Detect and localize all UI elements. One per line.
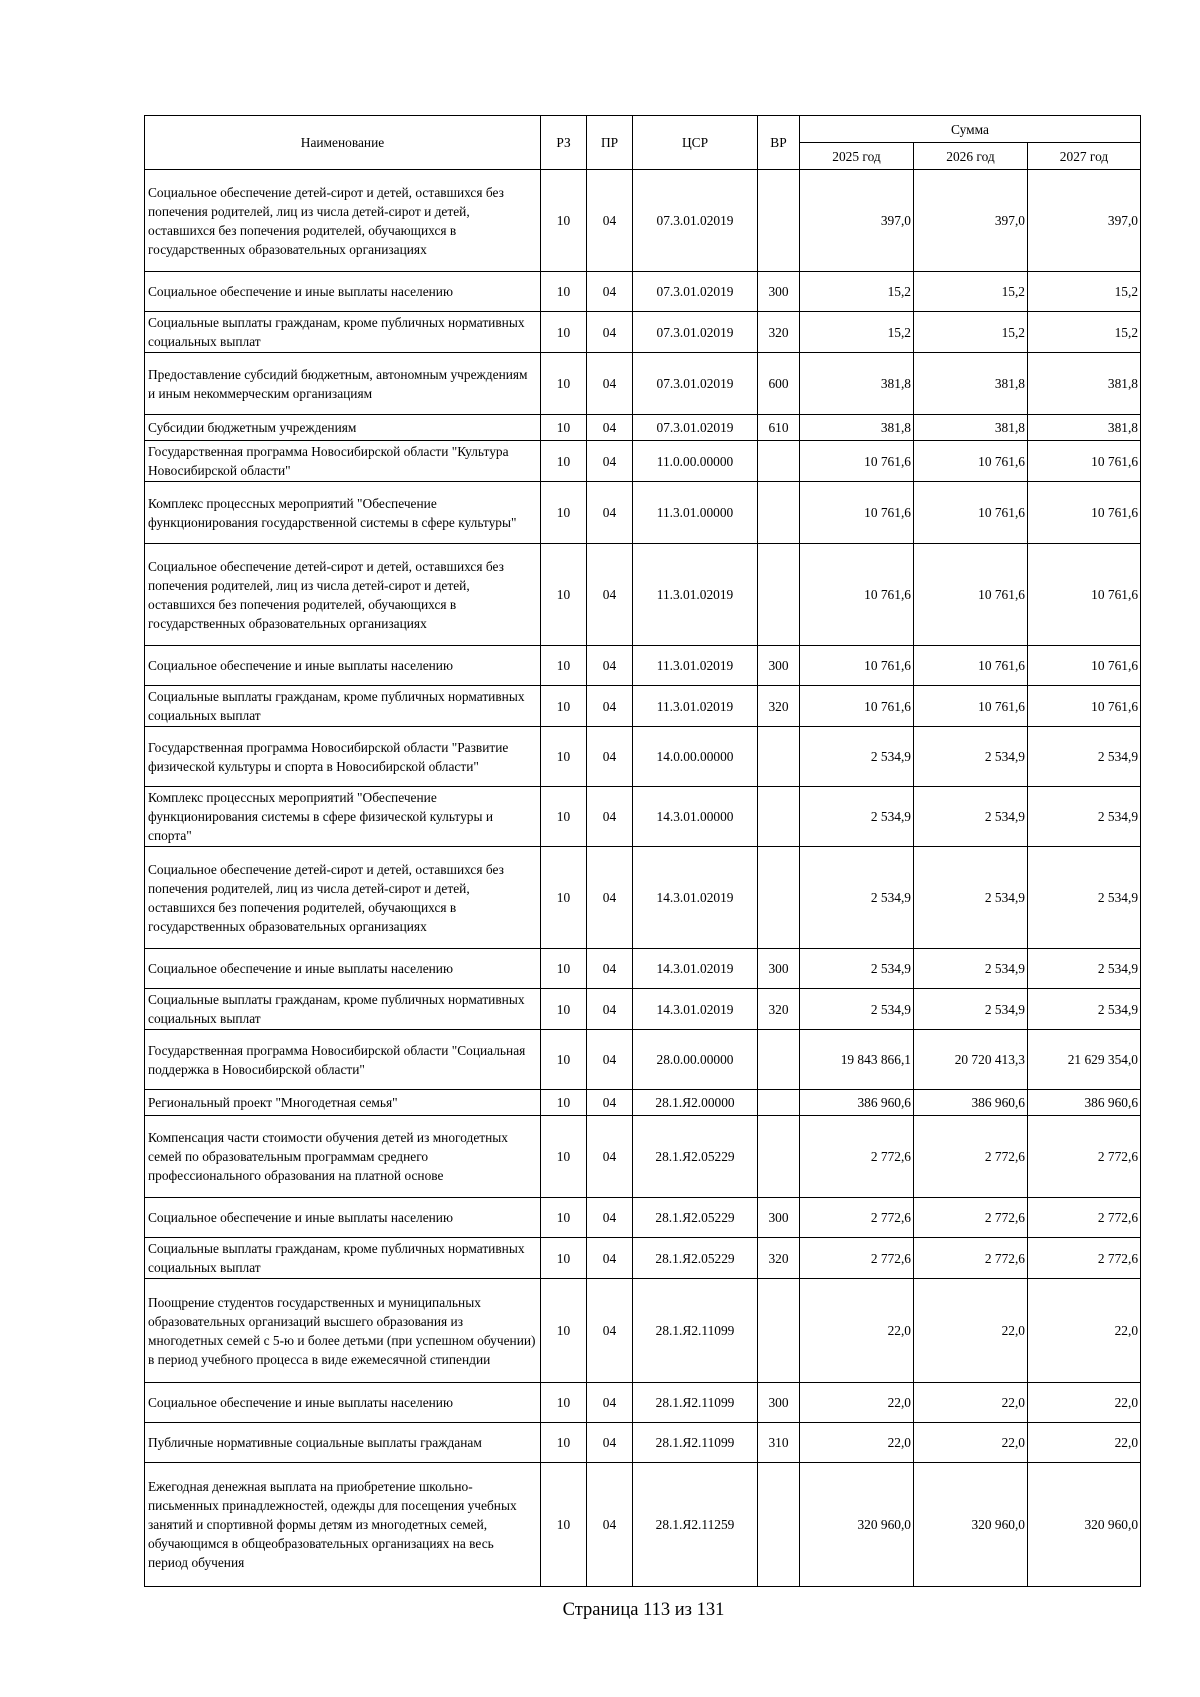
table-row (145, 482, 1141, 544)
cell-sum-2025: 2 534,9 (800, 989, 914, 1030)
cell-sum-2027: 2 772,6 (1028, 1116, 1141, 1198)
table-row (145, 441, 1141, 482)
cell-sum-2027: 15,2 (1028, 312, 1141, 353)
cell-sum-2027: 2 772,6 (1028, 1198, 1141, 1238)
cell-vr: 320 (758, 312, 800, 353)
cell-csr: 11.0.00.00000 (633, 441, 758, 482)
cell-csr: 28.1.Я2.00000 (633, 1090, 758, 1116)
cell-name: Социальное обеспечение детей-сирот и детей, оставшихся без попечения родителей, лиц из числа детей-сирот и детей, оставшихся без попечения родителей, обучающихся в государственных образовательных организациях (145, 847, 541, 949)
cell-pr: 04 (587, 727, 633, 787)
cell-sum-2025: 10 761,6 (800, 646, 914, 686)
cell-csr: 07.3.01.02019 (633, 170, 758, 272)
cell-sum-2027: 2 534,9 (1028, 847, 1141, 949)
cell-pr: 04 (587, 1116, 633, 1198)
cell-rz: 10 (541, 353, 587, 415)
cell-sum-2025: 2 534,9 (800, 847, 914, 949)
cell-pr: 04 (587, 1090, 633, 1116)
cell-sum-2027: 2 772,6 (1028, 1238, 1141, 1279)
cell-vr: 300 (758, 1198, 800, 1238)
cell-rz: 10 (541, 1463, 587, 1587)
cell-sum-2026: 22,0 (914, 1383, 1028, 1423)
cell-csr: 11.3.01.02019 (633, 686, 758, 727)
cell-sum-2026: 10 761,6 (914, 441, 1028, 482)
cell-pr: 04 (587, 1030, 633, 1090)
cell-csr: 14.3.01.02019 (633, 989, 758, 1030)
cell-sum-2027: 386 960,6 (1028, 1090, 1141, 1116)
cell-name: Социальные выплаты гражданам, кроме публичных нормативных социальных выплат (145, 1238, 541, 1279)
cell-pr: 04 (587, 1383, 633, 1423)
cell-name: Субсидии бюджетным учреждениям (145, 415, 541, 441)
cell-vr (758, 544, 800, 646)
cell-name: Государственная программа Новосибирской области "Социальная поддержка в Новосибирской области" (145, 1030, 541, 1090)
budget-table (144, 115, 1141, 1587)
cell-vr (758, 441, 800, 482)
cell-sum-2025: 381,8 (800, 415, 914, 441)
cell-rz: 10 (541, 272, 587, 312)
cell-vr (758, 847, 800, 949)
cell-name: Компенсация части стоимости обучения детей из многодетных семей по образовательным программам среднего профессионального образования на платной основе (145, 1116, 541, 1198)
cell-pr: 04 (587, 415, 633, 441)
cell-sum-2027: 2 534,9 (1028, 989, 1141, 1030)
cell-rz: 10 (541, 1238, 587, 1279)
table-row (145, 312, 1141, 353)
cell-pr: 04 (587, 544, 633, 646)
cell-pr: 04 (587, 949, 633, 989)
table-row (145, 727, 1141, 787)
cell-pr: 04 (587, 686, 633, 727)
cell-vr: 300 (758, 949, 800, 989)
cell-sum-2025: 22,0 (800, 1279, 914, 1383)
cell-pr: 04 (587, 312, 633, 353)
cell-csr: 11.3.01.02019 (633, 646, 758, 686)
cell-sum-2026: 10 761,6 (914, 686, 1028, 727)
table-row (145, 1198, 1141, 1238)
cell-vr (758, 1090, 800, 1116)
cell-vr (758, 787, 800, 847)
cell-csr: 07.3.01.02019 (633, 272, 758, 312)
cell-rz: 10 (541, 482, 587, 544)
cell-name: Социальное обеспечение и иные выплаты населению (145, 1383, 541, 1423)
header-year-2025: 2025 год (800, 143, 914, 170)
cell-csr: 28.1.Я2.05229 (633, 1116, 758, 1198)
cell-csr: 11.3.01.02019 (633, 544, 758, 646)
cell-rz: 10 (541, 312, 587, 353)
cell-csr: 07.3.01.02019 (633, 312, 758, 353)
cell-rz: 10 (541, 441, 587, 482)
cell-vr (758, 1116, 800, 1198)
header-pr: ПР (587, 116, 633, 170)
cell-sum-2026: 15,2 (914, 272, 1028, 312)
cell-sum-2027: 22,0 (1028, 1423, 1141, 1463)
table-row (145, 1463, 1141, 1587)
cell-sum-2026: 15,2 (914, 312, 1028, 353)
cell-vr: 320 (758, 989, 800, 1030)
cell-sum-2025: 22,0 (800, 1423, 914, 1463)
cell-sum-2026: 2 772,6 (914, 1238, 1028, 1279)
table-row (145, 415, 1141, 441)
cell-rz: 10 (541, 787, 587, 847)
cell-sum-2025: 2 534,9 (800, 727, 914, 787)
cell-rz: 10 (541, 646, 587, 686)
cell-pr: 04 (587, 272, 633, 312)
cell-sum-2025: 22,0 (800, 1383, 914, 1423)
cell-csr: 14.3.01.02019 (633, 949, 758, 989)
cell-sum-2025: 2 534,9 (800, 949, 914, 989)
cell-rz: 10 (541, 170, 587, 272)
cell-sum-2027: 10 761,6 (1028, 482, 1141, 544)
cell-name: Предоставление субсидий бюджетным, автономным учреждениям и иным некоммерческим организациям (145, 353, 541, 415)
cell-csr: 28.1.Я2.05229 (633, 1238, 758, 1279)
cell-sum-2025: 2 772,6 (800, 1198, 914, 1238)
cell-sum-2026: 320 960,0 (914, 1463, 1028, 1587)
cell-rz: 10 (541, 1423, 587, 1463)
cell-vr (758, 1279, 800, 1383)
cell-csr: 28.1.Я2.05229 (633, 1198, 758, 1238)
cell-vr (758, 1463, 800, 1587)
cell-rz: 10 (541, 1030, 587, 1090)
cell-vr: 300 (758, 272, 800, 312)
cell-csr: 28.1.Я2.11099 (633, 1279, 758, 1383)
cell-sum-2027: 21 629 354,0 (1028, 1030, 1141, 1090)
cell-sum-2027: 381,8 (1028, 353, 1141, 415)
cell-sum-2027: 381,8 (1028, 415, 1141, 441)
cell-sum-2025: 10 761,6 (800, 544, 914, 646)
cell-sum-2025: 386 960,6 (800, 1090, 914, 1116)
cell-pr: 04 (587, 1463, 633, 1587)
cell-rz: 10 (541, 847, 587, 949)
cell-csr: 07.3.01.02019 (633, 415, 758, 441)
cell-csr: 28.1.Я2.11259 (633, 1463, 758, 1587)
cell-sum-2026: 381,8 (914, 353, 1028, 415)
cell-pr: 04 (587, 1238, 633, 1279)
cell-sum-2025: 397,0 (800, 170, 914, 272)
cell-name: Ежегодная денежная выплата на приобретение школьно-письменных принадлежностей, одежды для посещения учебных занятий и спортивной формы детям из многодетных семей, обучающимся в общеобразовательных организациях на весь период обучения (145, 1463, 541, 1587)
cell-sum-2027: 10 761,6 (1028, 441, 1141, 482)
table-row (145, 170, 1141, 272)
cell-sum-2025: 2 534,9 (800, 787, 914, 847)
cell-sum-2027: 2 534,9 (1028, 787, 1141, 847)
header-vr: ВР (758, 116, 800, 170)
cell-name: Социальное обеспечение детей-сирот и детей, оставшихся без попечения родителей, лиц из числа детей-сирот и детей, оставшихся без попечения родителей, обучающихся в государственных образовательных организациях (145, 544, 541, 646)
cell-sum-2027: 15,2 (1028, 272, 1141, 312)
table-row (145, 272, 1141, 312)
cell-rz: 10 (541, 1198, 587, 1238)
cell-name: Государственная программа Новосибирской области "Культура Новосибирской области" (145, 441, 541, 482)
header-name: Наименование (145, 116, 541, 170)
cell-rz: 10 (541, 727, 587, 787)
cell-pr: 04 (587, 1279, 633, 1383)
cell-name: Поощрение студентов государственных и муниципальных образовательных организаций высшего образования из многодетных семей с 5-ю и более детьми (при успешном обучении) в период учебного процесса в виде ежемесячной стипендии (145, 1279, 541, 1383)
cell-csr: 28.0.00.00000 (633, 1030, 758, 1090)
cell-sum-2025: 2 772,6 (800, 1116, 914, 1198)
table-row (145, 1116, 1141, 1198)
cell-rz: 10 (541, 415, 587, 441)
cell-pr: 04 (587, 787, 633, 847)
header-csr: ЦСР (633, 116, 758, 170)
cell-vr: 600 (758, 353, 800, 415)
header-year-2027: 2027 год (1028, 143, 1141, 170)
cell-pr: 04 (587, 989, 633, 1030)
cell-sum-2026: 22,0 (914, 1423, 1028, 1463)
table-row (145, 847, 1141, 949)
cell-sum-2026: 381,8 (914, 415, 1028, 441)
cell-name: Публичные нормативные социальные выплаты гражданам (145, 1423, 541, 1463)
cell-vr: 310 (758, 1423, 800, 1463)
cell-rz: 10 (541, 544, 587, 646)
cell-rz: 10 (541, 949, 587, 989)
cell-vr (758, 482, 800, 544)
cell-rz: 10 (541, 1279, 587, 1383)
cell-sum-2026: 10 761,6 (914, 646, 1028, 686)
cell-sum-2027: 320 960,0 (1028, 1463, 1141, 1587)
cell-name: Социальные выплаты гражданам, кроме публичных нормативных социальных выплат (145, 686, 541, 727)
cell-sum-2026: 22,0 (914, 1279, 1028, 1383)
cell-name: Социальное обеспечение и иные выплаты населению (145, 272, 541, 312)
cell-sum-2025: 10 761,6 (800, 686, 914, 727)
cell-pr: 04 (587, 170, 633, 272)
cell-sum-2025: 10 761,6 (800, 482, 914, 544)
cell-pr: 04 (587, 1198, 633, 1238)
table-row (145, 544, 1141, 646)
cell-pr: 04 (587, 646, 633, 686)
cell-csr: 14.0.00.00000 (633, 727, 758, 787)
cell-csr: 14.3.01.00000 (633, 787, 758, 847)
cell-name: Социальное обеспечение детей-сирот и детей, оставшихся без попечения родителей, лиц из числа детей-сирот и детей, оставшихся без попечения родителей, обучающихся в государственных образовательных организациях (145, 170, 541, 272)
header-rz: РЗ (541, 116, 587, 170)
cell-sum-2025: 19 843 866,1 (800, 1030, 914, 1090)
cell-sum-2026: 2 534,9 (914, 949, 1028, 989)
cell-csr: 28.1.Я2.11099 (633, 1383, 758, 1423)
cell-sum-2027: 397,0 (1028, 170, 1141, 272)
cell-sum-2026: 10 761,6 (914, 544, 1028, 646)
cell-sum-2026: 2 772,6 (914, 1116, 1028, 1198)
cell-sum-2025: 2 772,6 (800, 1238, 914, 1279)
cell-pr: 04 (587, 353, 633, 415)
cell-rz: 10 (541, 989, 587, 1030)
cell-csr: 11.3.01.00000 (633, 482, 758, 544)
cell-rz: 10 (541, 1116, 587, 1198)
cell-sum-2026: 20 720 413,3 (914, 1030, 1028, 1090)
cell-vr (758, 1030, 800, 1090)
cell-sum-2026: 2 772,6 (914, 1198, 1028, 1238)
cell-sum-2027: 22,0 (1028, 1279, 1141, 1383)
cell-sum-2025: 15,2 (800, 312, 914, 353)
cell-sum-2027: 22,0 (1028, 1383, 1141, 1423)
cell-sum-2025: 381,8 (800, 353, 914, 415)
cell-sum-2027: 2 534,9 (1028, 949, 1141, 989)
cell-vr (758, 170, 800, 272)
cell-sum-2026: 2 534,9 (914, 787, 1028, 847)
table-row (145, 1423, 1141, 1463)
table-row (145, 1383, 1141, 1423)
table-row (145, 1090, 1141, 1116)
cell-pr: 04 (587, 1423, 633, 1463)
cell-sum-2026: 2 534,9 (914, 847, 1028, 949)
cell-name: Региональный проект "Многодетная семья" (145, 1090, 541, 1116)
cell-pr: 04 (587, 482, 633, 544)
cell-rz: 10 (541, 1383, 587, 1423)
table-row (145, 1238, 1141, 1279)
cell-sum-2026: 10 761,6 (914, 482, 1028, 544)
table-row (145, 353, 1141, 415)
cell-csr: 07.3.01.02019 (633, 353, 758, 415)
cell-sum-2025: 320 960,0 (800, 1463, 914, 1587)
cell-vr: 320 (758, 1238, 800, 1279)
cell-sum-2026: 397,0 (914, 170, 1028, 272)
cell-sum-2027: 2 534,9 (1028, 727, 1141, 787)
header-year-2026: 2026 год (914, 143, 1028, 170)
cell-name: Социальное обеспечение и иные выплаты населению (145, 646, 541, 686)
cell-sum-2026: 2 534,9 (914, 727, 1028, 787)
table-row (145, 1030, 1141, 1090)
cell-name: Комплекс процессных мероприятий "Обеспечение функционирования государственной системы в сфере культуры" (145, 482, 541, 544)
cell-name: Социальное обеспечение и иные выплаты населению (145, 1198, 541, 1238)
cell-name: Государственная программа Новосибирской области "Развитие физической культуры и спорта в Новосибирской области" (145, 727, 541, 787)
cell-vr: 320 (758, 686, 800, 727)
cell-name: Социальные выплаты гражданам, кроме публичных нормативных социальных выплат (145, 989, 541, 1030)
cell-csr: 14.3.01.02019 (633, 847, 758, 949)
table-row (145, 646, 1141, 686)
page-number: Страница 113 из 131 (562, 1600, 725, 1620)
cell-sum-2027: 10 761,6 (1028, 646, 1141, 686)
cell-pr: 04 (587, 441, 633, 482)
cell-name: Социальное обеспечение и иные выплаты населению (145, 949, 541, 989)
table-row (145, 949, 1141, 989)
table-row (145, 787, 1141, 847)
cell-name: Комплекс процессных мероприятий "Обеспечение функционирования системы в сфере физической культуры и спорта" (145, 787, 541, 847)
cell-sum-2027: 10 761,6 (1028, 544, 1141, 646)
cell-pr: 04 (587, 847, 633, 949)
cell-sum-2026: 386 960,6 (914, 1090, 1028, 1116)
cell-sum-2026: 2 534,9 (914, 989, 1028, 1030)
table-row (145, 989, 1141, 1030)
cell-vr (758, 727, 800, 787)
cell-sum-2025: 10 761,6 (800, 441, 914, 482)
cell-sum-2025: 15,2 (800, 272, 914, 312)
cell-rz: 10 (541, 686, 587, 727)
cell-name: Социальные выплаты гражданам, кроме публичных нормативных социальных выплат (145, 312, 541, 353)
table-row (145, 686, 1141, 727)
table-row (145, 1279, 1141, 1383)
cell-sum-2027: 10 761,6 (1028, 686, 1141, 727)
header-sum: Сумма (800, 116, 1141, 143)
cell-vr: 610 (758, 415, 800, 441)
cell-vr: 300 (758, 646, 800, 686)
cell-rz: 10 (541, 1090, 587, 1116)
cell-csr: 28.1.Я2.11099 (633, 1423, 758, 1463)
table-body (145, 170, 1141, 1587)
cell-vr: 300 (758, 1383, 800, 1423)
